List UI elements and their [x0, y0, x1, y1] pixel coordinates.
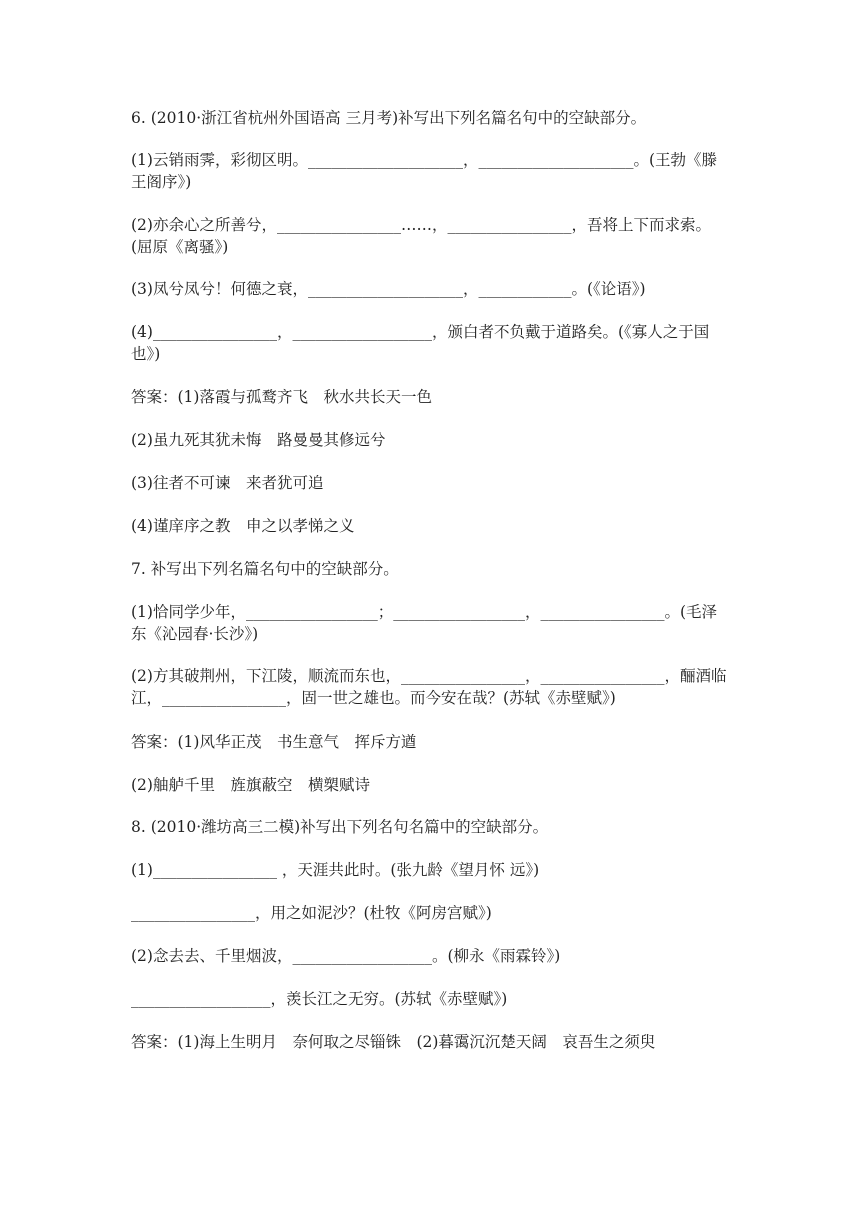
q8-answer: 答案：(1)海上生明月 奈何取之尽锱铢 (2)暮霭沉沉楚天阔 哀吾生之须臾: [131, 1033, 656, 1051]
q7-answer-2: (2)舳舻千里 旌旗蔽空 横槊赋诗: [131, 776, 370, 794]
q8-item-1a: (1)________________ ，天涯共此时。(张九龄《望月怀 远》): [131, 861, 540, 879]
q6-answer-2: (2)虽九死其犹未悔 路曼曼其修远兮: [131, 431, 386, 449]
q8-item-2a: (2)念去去、千里烟波，__________________。(柳永《雨霖铃》): [131, 947, 561, 965]
q7-item-2: (2)方其破荆州，下江陵，顺流而东也，________________，________________，酾酒临江，________________，固一世之雄也。而今安在哉？(苏轼《赤壁赋》): [131, 667, 727, 707]
q6-answer-1: 答案：(1)落霞与孤鹜齐飞 秋水共长天一色: [131, 388, 432, 406]
q6-answer-3: (3)往者不可谏 来者犹可追: [131, 474, 324, 492]
q6-item-4: (4)________________，__________________，颁白者不负戴于道路矣。(《寡人之于国也》): [131, 323, 710, 363]
question-6-heading: 6. (2010·浙江省杭州外国语高 三月考)补写出下列名篇名句中的空缺部分。: [131, 109, 647, 127]
q7-answer-1: 答案：(1)风华正茂 书生意气 挥斥方遒: [131, 733, 417, 751]
question-8-heading: 8. (2010·潍坊高三二模)补写出下列名句名篇中的空缺部分。: [131, 818, 549, 836]
q8-item-1b: ________________，用之如泥沙？(杜牧《阿房宫赋》): [131, 904, 492, 922]
question-7-heading: 7. 补写出下列名篇名句中的空缺部分。: [131, 560, 399, 578]
q6-item-1: (1)云销雨霁，彩彻区明。____________________，____________________。(王勃《滕王阁序》): [131, 151, 718, 191]
q6-item-3: (3)凤兮凤兮！何德之衰，____________________，____________。(《论语》): [131, 280, 646, 298]
q6-item-2: (2)亦余心之所善兮，________________……，________________，吾将上下而求索。(屈原《离骚》): [131, 216, 711, 256]
q7-item-1: (1)恰同学少年，_________________；_________________，________________。(毛泽东《沁园春·长沙》): [131, 603, 718, 643]
q6-answer-4: (4)谨庠序之教 申之以孝悌之义: [131, 517, 355, 535]
q8-item-2b: __________________，羡长江之无穷。(苏轼《赤壁赋》): [131, 990, 508, 1008]
